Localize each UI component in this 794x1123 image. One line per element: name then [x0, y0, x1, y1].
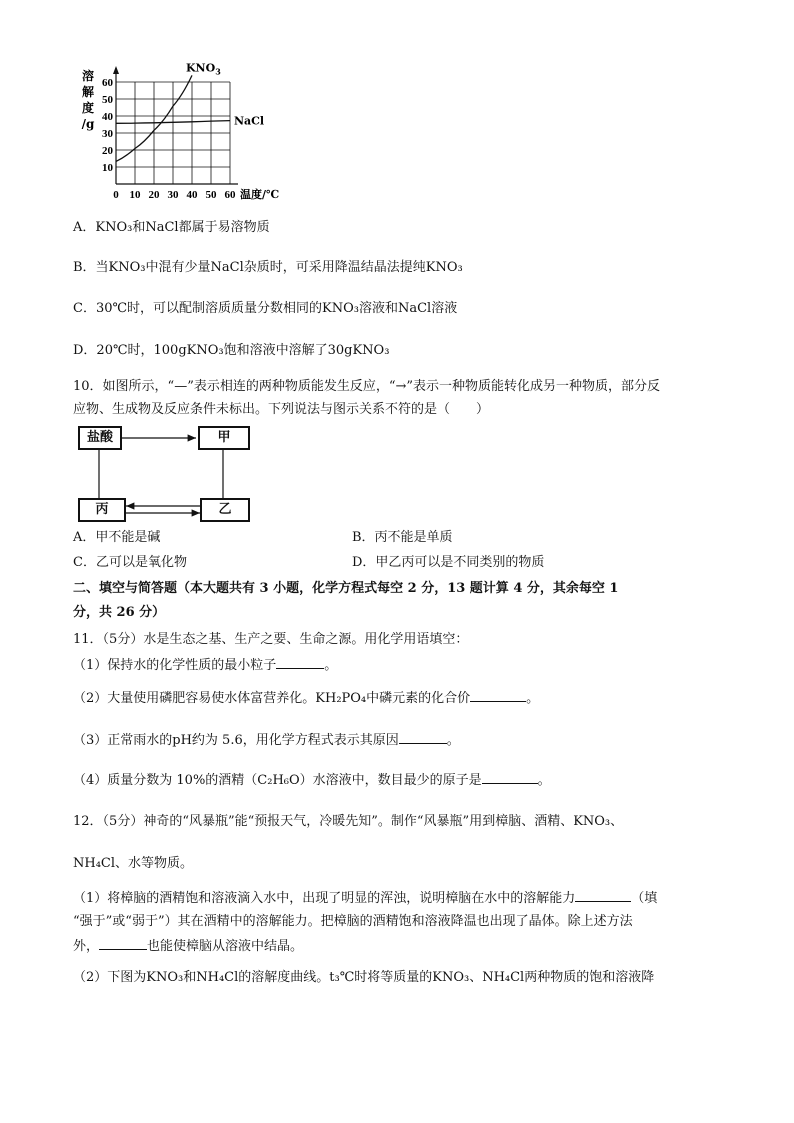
answer-blank[interactable] — [399, 731, 447, 744]
y-tick-label: 10 — [102, 162, 113, 174]
q12-stem-line1: 12．（5分）神奇的“风暴瓶”能“预报天气，冷暖先知”。制作“风暴瓶”用到樟脑、酒精、KNO₃、 — [73, 814, 624, 829]
q12-part1-line1: （1）将樟脑的酒精饱和溶液滴入水中，出现了明显的浑浊，说明樟脑在水中的溶解能力 （填 — [73, 891, 658, 906]
q12-part2: （2）下图为KNO₃和NH₄Cl的溶解度曲线。t₃℃时将等质量的KNO₃、NH₄Cl两种物质的饱和溶液降 — [73, 970, 655, 985]
section-heading-line1: 二、填空与简答题（本大题共有 3 小题，化学方程式每空 2 分，13 题计算 4 分，其余每空 1 — [73, 581, 619, 596]
y-axis-label: 溶 — [81, 69, 95, 83]
q11-part1: （1）保持水的化学性质的最小粒子 。 — [73, 658, 338, 673]
q10-option-b: B．丙不能是单质 — [352, 530, 453, 545]
section-heading-line2: 分，共 26 分） — [73, 605, 166, 620]
q10-stem-line1: 10．如图所示，“—”表示相连的两种物质能发生反应，“→”表示一种物质能转化成另一种物质，部分反 — [73, 379, 661, 394]
reaction-diagram — [78, 424, 258, 524]
y-axis-label: /g — [81, 117, 95, 131]
y-axis-label: 度 — [81, 101, 95, 115]
y-tick-label: 40 — [102, 111, 113, 123]
answer-blank[interactable] — [470, 689, 526, 702]
q11-part3: （3）正常雨水的pH约为 5.6，用化学方程式表示其原因 。 — [73, 733, 460, 748]
answer-blank[interactable] — [99, 937, 147, 950]
q12-part1-line2: “强于”或“弱于”）其在酒精中的溶解能力。把樟脑的酒精饱和溶液降温也出现了晶体。除上述方法 — [73, 914, 633, 929]
diagram-box-bing: 丙 — [78, 498, 126, 522]
chart-grid — [116, 82, 230, 184]
x-tick-label: 0 — [113, 189, 119, 201]
series-label-kno3: $KNO_3$ — [186, 62, 221, 77]
q10-stem-line2: 应物、生成物及反应条件未标出。下列说法与图示关系不符的是（ ） — [73, 402, 490, 417]
x-tick-label: 30 — [167, 189, 179, 201]
q11-part4-text: （4）质量分数为 10%的酒精（C₂H₆O）水溶液中，数目最少的原子是 — [73, 773, 482, 788]
q10-option-a: A．甲不能是碱 — [73, 530, 161, 545]
y-tick-label: 20 — [102, 145, 113, 157]
x-tick-label: 60 — [224, 189, 236, 201]
q11-part2: （2）大量使用磷肥容易使水体富营养化。KH₂PO₄中磷元素的化合价 。 — [73, 691, 540, 706]
q11-part4: （4）质量分数为 10%的酒精（C₂H₆O）水溶液中，数目最少的原子是 。 — [73, 773, 551, 788]
y-tick-label: 30 — [102, 128, 113, 140]
series-label-nacl: NaCl — [234, 114, 265, 128]
y-axis-arrow — [113, 66, 119, 74]
chart-text — [82, 62, 280, 201]
q9-option-c: C．30℃时，可以配制溶质质量分数相同的KNO₃溶液和NaCl溶液 — [73, 301, 458, 316]
q9-option-d: D．20℃时，100gKNO₃饱和溶液中溶解了30gKNO₃ — [73, 343, 390, 358]
diagram-box-hcl: 盐酸 — [78, 426, 122, 450]
q12-stem-line2: NH₄Cl、水等物质。 — [73, 856, 194, 871]
diagram-box-yi: 乙 — [200, 498, 250, 522]
answer-blank[interactable] — [482, 771, 538, 784]
q11-part2-text: （2）大量使用磷肥容易使水体富营养化。KH₂PO₄中磷元素的化合价 — [73, 691, 471, 706]
x-tick-label: 20 — [148, 189, 160, 201]
y-tick-label: 50 — [102, 94, 113, 106]
q11-stem: 11．（5分）水是生态之基、生产之要、生命之源。用化学用语填空： — [73, 632, 469, 647]
answer-blank[interactable] — [276, 656, 324, 669]
q11-part1-text: （1）保持水的化学性质的最小粒子 — [73, 658, 277, 673]
q11-part3-text: （3）正常雨水的pH约为 5.6，用化学方程式表示其原因 — [73, 733, 399, 748]
q10-option-d: D．甲乙丙可以是不同类别的物质 — [352, 555, 545, 570]
y-tick-label: 60 — [102, 77, 113, 89]
x-axis-label: 温度/℃ — [240, 188, 280, 201]
q10-option-c: C．乙可以是氧化物 — [73, 555, 187, 570]
q9-option-a: A．KNO₃和NaCl都属于易溶物质 — [73, 220, 270, 235]
solubility-chart — [70, 62, 300, 202]
x-tick-label: 10 — [129, 189, 141, 201]
q12-part1-line3: 外， 也能使樟脑从溶液中结晶。 — [73, 939, 304, 954]
diagram-box-jia: 甲 — [198, 426, 250, 450]
answer-blank[interactable] — [575, 889, 631, 902]
x-tick-label: 50 — [205, 189, 217, 201]
q9-option-b: B．当KNO₃中混有少量NaCl杂质时，可采用降温结晶法提纯KNO₃ — [73, 260, 463, 275]
x-tick-label: 40 — [186, 189, 198, 201]
y-axis-label: 解 — [81, 85, 95, 99]
chart-axes — [113, 66, 238, 184]
